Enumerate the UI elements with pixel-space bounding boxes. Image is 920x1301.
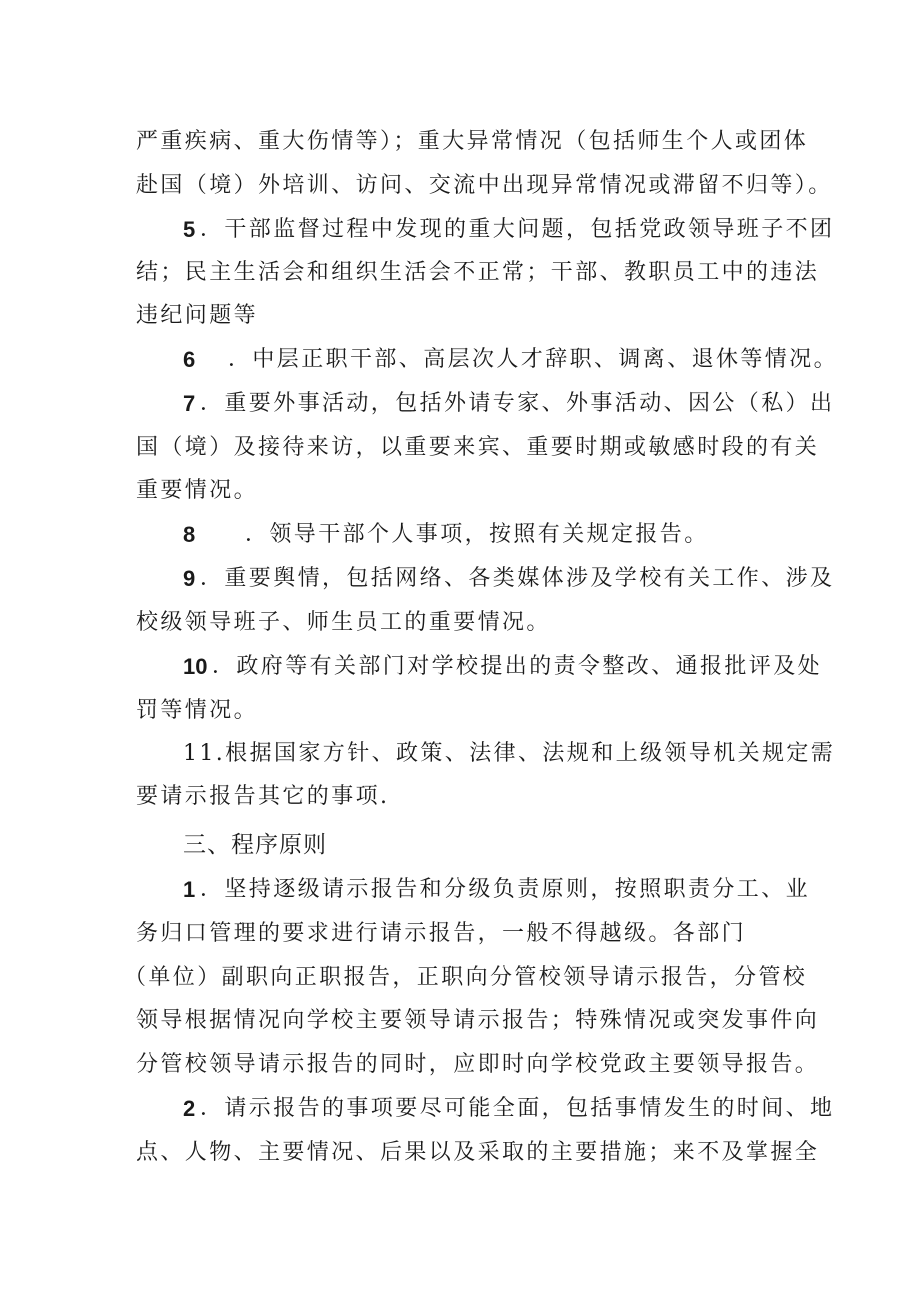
- text-line: ．政府等有关部门对学校提出的责令整改、通报批评及处: [212, 654, 823, 679]
- text-line: 违纪问题等: [136, 303, 259, 328]
- text-line: 罚等情况。: [136, 698, 259, 723]
- text-line: ．领导干部个人事项，按照有关规定报告。: [245, 522, 709, 547]
- text-line: ．中层正职干部、高层次人才辞职、调离、退休等情况。: [228, 347, 839, 372]
- text-line: 重要情况。: [136, 478, 259, 503]
- item-number: 7: [183, 391, 196, 416]
- text-line: 赴国（境）外培训、访问、交流中出现异常情况或滞留不归等）。: [136, 173, 833, 198]
- text-line: 结；民主生活会和组织生活会不正常；干部、教职员工中的违法: [136, 260, 820, 285]
- item-number: 1: [183, 877, 196, 902]
- text-line: （单位）副职向正职报告，正职向分管校领导请示报告，分管校: [124, 965, 808, 990]
- text-line: 要请示报告其它的事项.: [136, 784, 390, 809]
- text-line: ．重要舆情，包括网络、各类媒体涉及学校有关工作、涉及: [200, 566, 835, 591]
- text-line: 11.根据国家方针、政策、法律、法规和上级领导机关规定需: [183, 741, 836, 766]
- item-number: 8: [183, 522, 196, 547]
- text-line: ．坚持逐级请示报告和分级负责原则，按照职责分工、业: [200, 877, 811, 902]
- item-number: 9: [183, 566, 196, 591]
- item-number: 6: [183, 347, 196, 372]
- item-number: 2: [183, 1096, 196, 1121]
- text-line: 严重疾病、重大伤情等）；重大异常情况（包括师生个人或团体: [136, 129, 809, 154]
- text-line: 点、人物、主要情况、后果以及采取的主要措施；来不及掌握全: [136, 1140, 820, 1165]
- item-number: 5: [183, 217, 196, 242]
- text-line: ．干部监督过程中发现的重大问题，包括党政领导班子不团: [200, 217, 835, 242]
- text-line: 国（境）及接待来访，以重要来宾、重要时期或敏感时段的有关: [136, 435, 820, 460]
- text-line: ．请示报告的事项要尽可能全面，包括事情发生的时间、地: [200, 1096, 835, 1121]
- text-line: 领导根据情况向学校主要领导请示报告；特殊情况或突发事件向: [136, 1008, 820, 1033]
- text-line: ．重要外事活动，包括外请专家、外事活动、因公（私）出: [200, 391, 835, 416]
- text-line: 务归口管理的要求进行请示报告，一般不得越级。各部门: [136, 921, 747, 946]
- section-heading: 三、程序原则: [183, 832, 327, 858]
- text-line: 分管校领导请示报告的同时，应即时向学校党政主要领导报告。: [136, 1052, 820, 1077]
- item-number: 10: [183, 654, 208, 679]
- text-line: 校级领导班子、师生员工的重要情况。: [136, 610, 551, 635]
